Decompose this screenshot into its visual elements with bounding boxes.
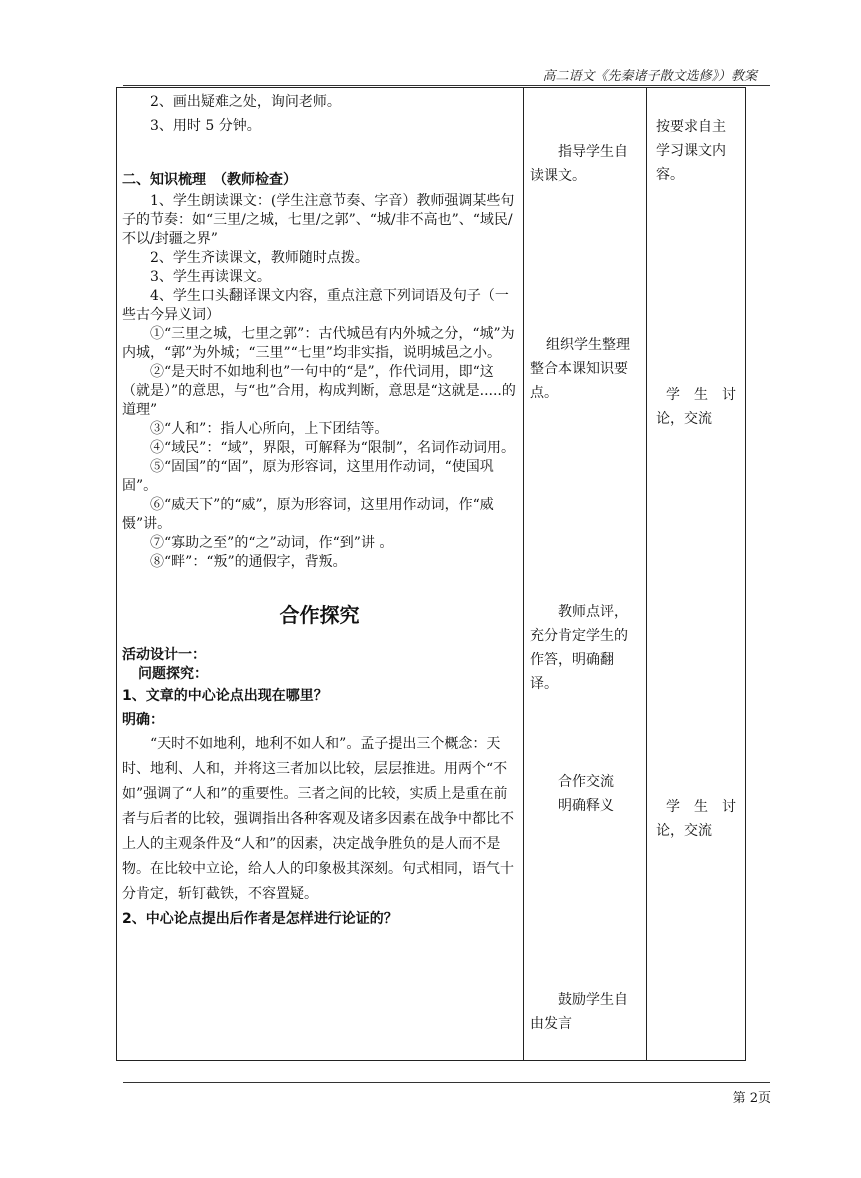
vocab-item: ②“是天时不如地利也”一句中的“是”，作代词用，即“这（就是）”的意思，与“也”合用，构成判断，意思是“这就是.....的道理” [122,364,516,418]
vocab-item: ⑧“畔”：“叛”的通假字，背叛。 [150,554,347,570]
teacher-note-line: 合作交流 [558,774,614,790]
vocab-item: ⑤“固国”的“固”，原为形容词，这里用作动词，“使国巩固”。 [122,459,494,494]
step-line: 3、用时 5 分钟。 [150,118,261,134]
student-note: 学 生 讨论，交流 [656,799,736,839]
student-note: 按要求自主学习课文内容。 [656,119,726,183]
question: 2、中心论点提出后作者是怎样进行论证的？ [122,911,398,927]
answer-text: “天时不如地利，地利不如人和”。孟子提出三个概念：天时、地利、人和，并将这三者加以比较，层层推进。用两个“不如”强调了“人和”的重要性。三者之间的比较，实质上是重在前者与后者的比较，强调指出各种客观及诸多因素在战争中都比不上人的主观条件及“人和”的因素，决定战争胜负的是人而不是物。在比较中立论，给人人的印象极其深刻。句式相同，语气十分肯定，斩钉截铁，不容置疑。 [122,736,514,902]
answer-label: 明确： [122,712,164,728]
paragraph: 4、学生口头翻译课文内容，重点注意下列词语及句子（一些古今异义词） [122,288,509,323]
teacher-note: 指导学生自读课文。 [530,144,628,184]
spacer [122,138,517,168]
teacher-note: 教师点评，充分肯定学生的作答，明确翻译。 [530,604,628,692]
section-title: 合作探究 [279,603,360,627]
teaching-content-column [122,90,517,931]
vocab-item: ④“域民”：“域”，界限，可解释为“限制”，名词作动词用。 [150,440,515,456]
section-heading: 二、知识梳理 （教师检查） [122,172,297,188]
activity-label: 活动设计一： [122,647,206,663]
column-divider [646,87,647,1061]
vocab-item: ⑥“威天下”的“威”，原为形容词，这里用作动词，作“威慑”讲。 [122,497,494,532]
footer-rule [123,1082,770,1083]
teacher-note: 鼓励学生自由发言 [530,992,628,1032]
student-note: 学 生 讨论，交流 [656,387,736,427]
vocab-item: ⑦“寡助之至”的“之”动词，作“到”讲 。 [150,535,394,551]
activity-sublabel: 问题探究： [138,666,208,682]
paragraph: 1、学生朗读课文：(学生注意节奏、字音）教师强调某些句子的节奏：如“三里/之城，七里/之郭”、“城/非不高也”、“域民/不以/封疆之界” [122,193,515,247]
vocab-item: ③“人和”：指人心所向，上下团结等。 [150,421,389,437]
vocab-item: ①“三里之城，七里之郭”：古代城邑有内外城之分，“城”为内城，“郭”为外城；“三里”“七里”均非实指，说明城邑之小。 [122,326,515,361]
paragraph: 2、学生齐读课文，教师随时点拨。 [150,250,369,266]
header-rule [123,85,770,86]
paragraph: 3、学生再读课文。 [150,269,271,285]
teacher-note-line: 明确释义 [558,798,614,814]
teacher-note [530,770,638,818]
page-number: 第 2页 [732,1091,771,1106]
question: 1、文章的中心论点出现在哪里？ [122,688,328,704]
header-title: 高二语文《先秦诸子散文选修》）教案 [542,69,757,84]
column-divider [523,87,524,1061]
teacher-note: 组织学生整理整合本课知识要点。 [530,337,630,401]
step-line: 2、画出疑难之处，询问老师。 [150,94,341,110]
